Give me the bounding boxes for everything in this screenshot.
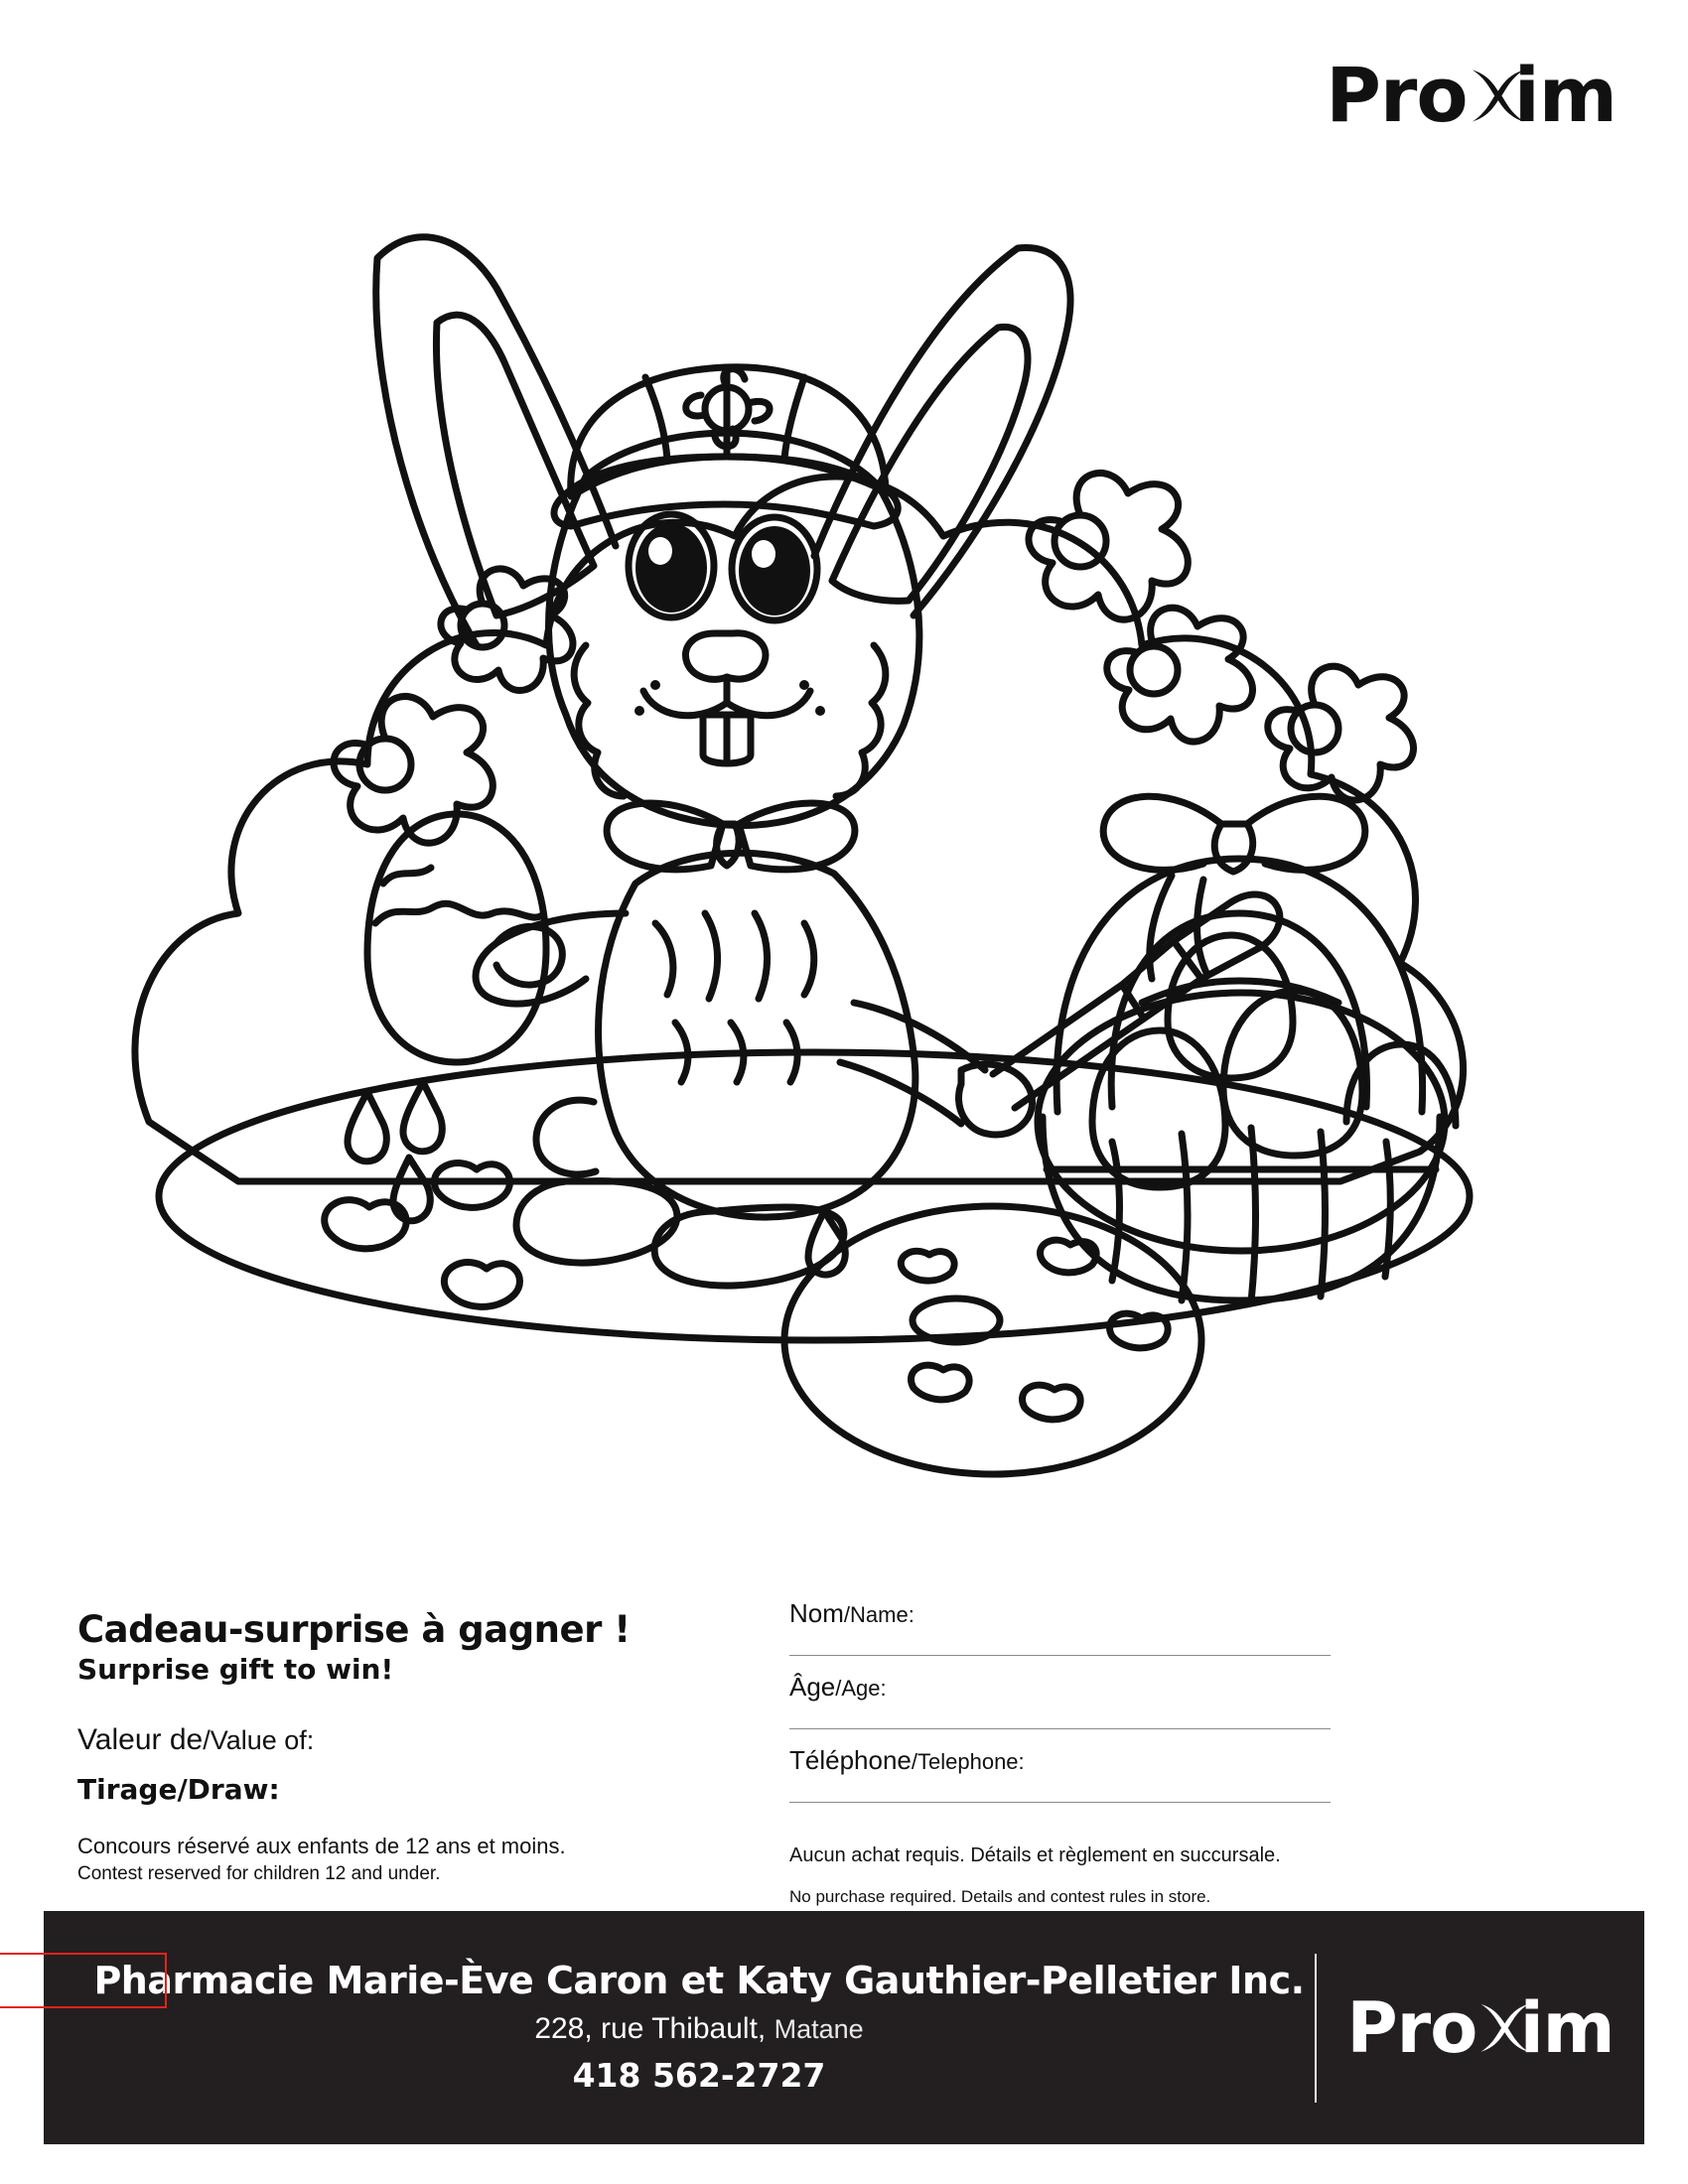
disclaimer-fr: Aucun achat requis. Détails et règlement en succursale. (789, 1844, 1281, 1866)
footer-pharmacy-block (44, 1961, 1315, 2095)
logo-text-pro: Pro (1326, 51, 1468, 139)
contest-title-fr: Cadeau-surprise à gagner ! (77, 1608, 631, 1651)
field-telephone-label (789, 1745, 1025, 1775)
entry-form (789, 1598, 1331, 1924)
prize-value-label-en: /Value of: (203, 1725, 315, 1755)
pharmacy-phone[interactable]: 418 562-2727 (572, 2055, 826, 2095)
field-age[interactable] (789, 1672, 1331, 1745)
logo-text-im: im (1513, 51, 1617, 139)
draw-label-en: /Draw: (177, 1773, 280, 1806)
field-name-input-line[interactable] (789, 1655, 1331, 1656)
prize-value-label (77, 1723, 773, 1757)
field-age-label (789, 1672, 887, 1702)
field-age-input-line[interactable] (789, 1728, 1331, 1729)
field-name[interactable] (789, 1598, 1331, 1672)
field-age-label-fr: Âge (789, 1672, 836, 1702)
pharmacy-name (93, 1961, 1304, 2002)
pharmacy-street: 228, rue Thibault, (534, 2011, 767, 2045)
contest-info (77, 1608, 773, 1885)
field-age-label-en: /Age: (835, 1676, 887, 1701)
field-name-label-fr: Nom (789, 1598, 844, 1628)
proxim-logo-footer (1346, 1986, 1615, 2069)
disclaimer-en: No purchase required. Details and contest rules in store. (789, 1887, 1211, 1906)
contest-title-en: Surprise gift to win! (77, 1653, 394, 1686)
field-telephone[interactable] (789, 1745, 1331, 1819)
pharmacy-city: Matane (774, 2013, 864, 2044)
draw-label-fr: Tirage (77, 1773, 178, 1806)
footer-logo-text-pro: Pro (1346, 1986, 1477, 2069)
contest-rules-en: Contest reserved for children 12 and under. (77, 1863, 441, 1884)
pharmacy-address (83, 2012, 1315, 2046)
footer-divider (1315, 1954, 1317, 2103)
prize-value-label-fr: Valeur de (77, 1723, 204, 1756)
footer-bar (44, 1911, 1644, 2144)
coloring-illustration (119, 129, 1549, 1588)
field-telephone-label-en: /Telephone: (911, 1749, 1025, 1774)
footer-logo-text-im: im (1519, 1986, 1615, 2069)
field-telephone-input-line[interactable] (789, 1802, 1331, 1803)
footer-logo (1317, 1986, 1644, 2069)
draw-date-label (77, 1773, 773, 1806)
field-name-label (789, 1598, 914, 1628)
field-name-label-en: /Name: (843, 1602, 914, 1627)
field-telephone-label-fr: Téléphone (789, 1745, 912, 1775)
proxim-logo (1326, 51, 1617, 139)
contest-rules-fr: Concours réservé aux enfants de 12 ans et moins. (77, 1834, 566, 1858)
pharmacy-name-text: Pharmacie Marie-Ève Caron et Katy Gauthier-Pelletier Inc. (93, 1959, 1305, 2003)
